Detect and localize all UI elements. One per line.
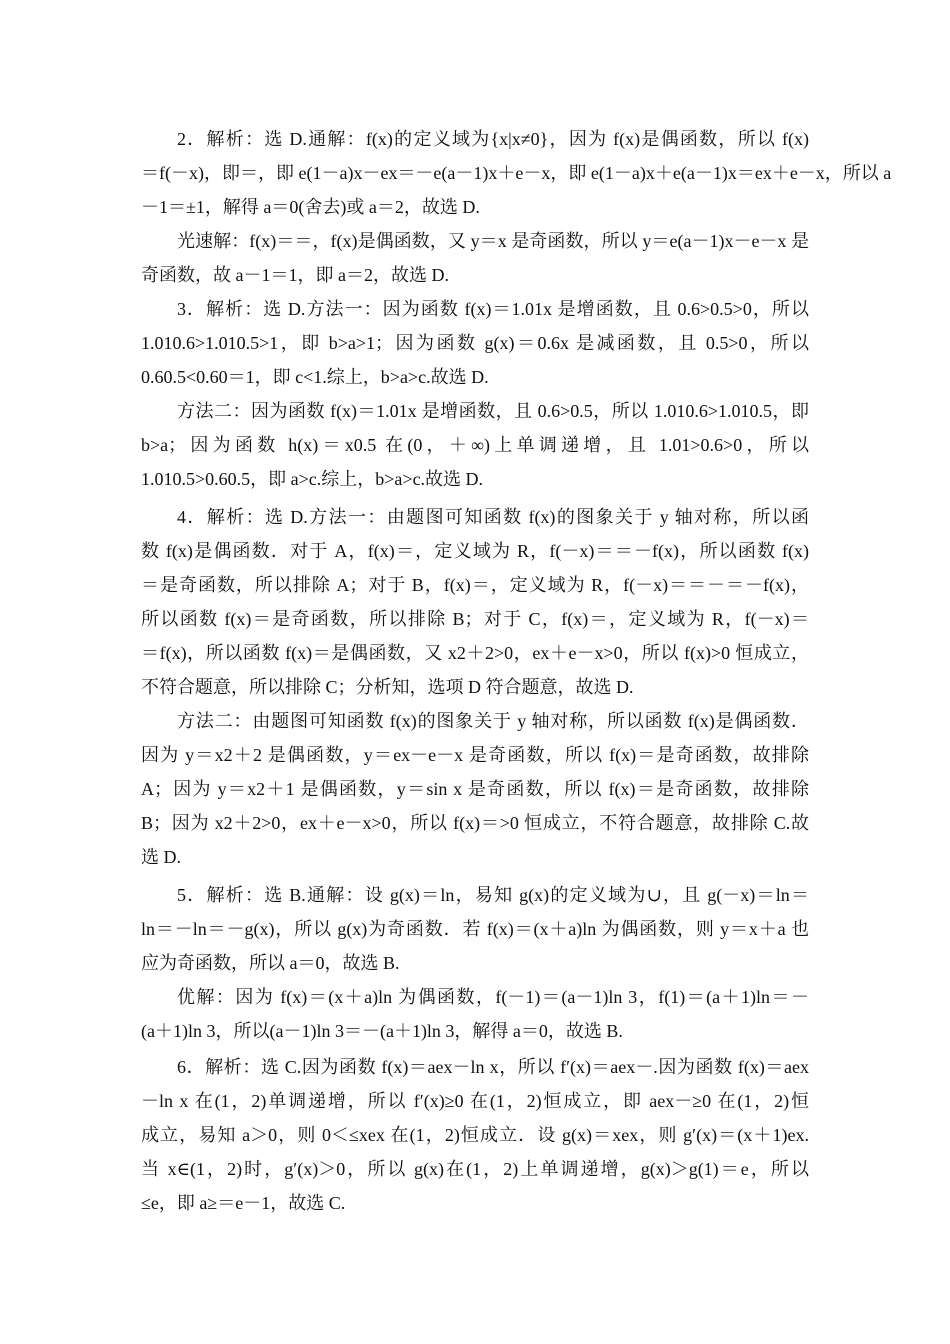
text-line: 6．解析：选 C.因为函数 f(x)＝aex－ln x，所以 f′(x)＝aex－.因为函数 f(x)＝aex <box>177 1057 809 1077</box>
text-line: ＝f(x)，所以函数 f(x)＝是偶函数，又 x2＋2>0，ex＋e－x>0，所以 f(x)>0 恒成立， <box>141 643 809 663</box>
text-line: 3．解析：选 D.方法一：因为函数 f(x)＝1.01x 是增函数，且 0.6>0.5>0，所以 <box>177 299 809 319</box>
text-line: 方法二：因为函数 f(x)＝1.01x 是增函数，且 0.6>0.5，所以 1.010.6>1.010.5，即 <box>177 401 809 421</box>
text-line: 不符合题意，所以排除 C；分析知，选项 D 符合题意，故选 D. <box>141 677 634 697</box>
text-line: 方法二：由题图可知函数 f(x)的图象关于 y 轴对称，所以函数 f(x)是偶函数． <box>177 711 809 731</box>
text-line: 4．解析：选 D.方法一：由题图可知函数 f(x)的图象关于 y 轴对称，所以函 <box>177 507 809 527</box>
text-line: 1.010.6>1.010.5>1，即 b>a>1；因为函数 g(x)＝0.6x 是减函数，且 0.5>0，所以 <box>141 333 809 353</box>
text-line: ln＝－ln＝－g(x)，所以 g(x)为奇函数．若 f(x)＝(x＋a)ln 为偶函数，则 y＝x＋a 也 <box>141 919 809 939</box>
text-line: 当 x∈(1，2)时，g′(x)＞0，所以 g(x)在(1，2)上单调递增，g(x)＞g(1)＝e，所以 <box>141 1159 809 1179</box>
text-line: 所以函数 f(x)＝是奇函数，所以排除 B；对于 C，f(x)＝，定义域为 R，f(－x)＝ <box>141 609 809 629</box>
text-line: ≤e，即 a≥＝e－1，故选 C. <box>141 1193 346 1213</box>
text-line: b>a；因为函数 h(x)＝x0.5 在(0，＋∞)上单调递增，且 1.01>0.6>0，所以 <box>141 435 809 455</box>
text-line: ＝是奇函数，所以排除 A；对于 B，f(x)＝，定义域为 R，f(－x)＝＝－＝－f(x)， <box>141 575 809 595</box>
text-line: A；因为 y＝x2＋1 是偶函数，y＝sin x 是奇函数，所以 f(x)＝是奇函数，故排除 <box>141 779 809 799</box>
text-line: B；因为 x2＋2>0，ex＋e－x>0，所以 f(x)＝>0 恒成立，不符合题意，故排除 C.故 <box>141 813 809 833</box>
text-line: 奇函数，故 a－1＝1，即 a＝2，故选 D. <box>141 265 449 285</box>
text-line: 应为奇函数，所以 a＝0，故选 B. <box>141 953 400 973</box>
text-line: 优解：因为 f(x)＝(x＋a)ln 为偶函数，f(－1)＝(a－1)ln 3，f(1)＝(a＋1)ln＝－ <box>177 987 809 1007</box>
text-line: 光速解：f(x)＝＝，f(x)是偶函数，又 y＝x 是奇函数，所以 y＝e(a－1)x－e－x 是 <box>177 231 809 251</box>
text-line: 数 f(x)是偶函数．对于 A，f(x)＝，定义域为 R，f(－x)＝＝－f(x)，所以函数 f(x) <box>141 541 809 561</box>
text-line: ＝f(－x)，即＝，即 e(1－a)x－ex＝－e(a－1)x＋e－x，即 e(1－a)x＋e(a－1)x＝ex＋e－x，所以 a <box>141 163 892 183</box>
text-line: (a＋1)ln 3，所以(a－1)ln 3＝－(a＋1)ln 3，解得 a＝0，故选 B. <box>141 1021 623 1041</box>
text-line: 0.60.5<0.60＝1，即 c<1.综上，b>a>c.故选 D. <box>141 367 489 387</box>
text-line: 成立，易知 a＞0，则 0＜≤xex 在(1，2)恒成立．设 g(x)＝xex，则 g′(x)＝(x＋1)ex. <box>141 1125 809 1145</box>
text-line: 1.010.5>0.60.5，即 a>c.综上，b>a>c.故选 D. <box>141 469 484 489</box>
text-line: 5．解析：选 B.通解：设 g(x)＝ln，易知 g(x)的定义域为∪，且 g(－x)＝ln＝ <box>177 885 809 905</box>
text-line: 因为 y＝x2＋2 是偶函数，y＝ex－e－x 是奇函数，所以 f(x)＝是奇函数，故排除 <box>141 745 809 765</box>
text-line: －ln x 在(1，2)单调递增，所以 f′(x)≥0 在(1，2)恒成立，即 aex－≥0 在(1，2)恒 <box>141 1091 809 1111</box>
text-line: 选 D. <box>141 847 181 867</box>
text-line: －1＝±1，解得 a＝0(舍去)或 a＝2，故选 D. <box>141 197 480 217</box>
text-line: 2．解析：选 D.通解：f(x)的定义域为{x|x≠0}，因为 f(x)是偶函数，所以 f(x) <box>177 129 809 149</box>
